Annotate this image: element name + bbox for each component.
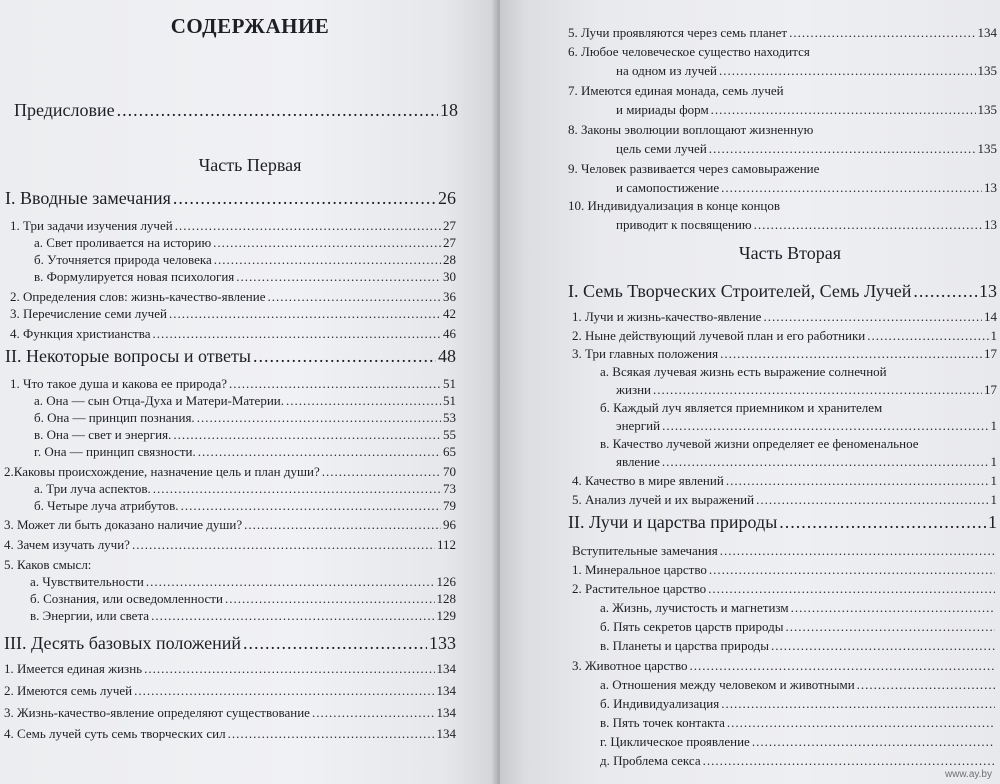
toc-line	[600, 677, 997, 693]
toc-page: 51	[443, 393, 456, 408]
leader-dots	[867, 328, 988, 344]
leader-dots	[779, 512, 986, 533]
toc-line	[616, 102, 997, 118]
toc-page: 48	[438, 346, 456, 366]
toc-line	[4, 537, 456, 553]
toc-page: 36	[443, 289, 456, 304]
toc-page: 18	[440, 100, 458, 120]
toc-label: I. Семь Творческих Строителей, Семь Лучей	[568, 281, 912, 301]
toc-page: 17	[984, 346, 997, 361]
leader-dots	[756, 492, 988, 508]
leader-dots	[173, 188, 436, 209]
leader-dots	[719, 63, 976, 79]
toc-line	[568, 281, 997, 302]
toc-line	[5, 188, 456, 209]
toc-label: 4. Семь лучей суть семь творческих сил	[4, 726, 226, 741]
toc-label: энергий	[616, 418, 661, 433]
toc-page: 135	[977, 63, 997, 78]
toc-label: 4. Функция христианства	[10, 326, 151, 341]
leader-dots	[286, 393, 441, 409]
toc-line	[572, 562, 997, 578]
toc-page: 55	[443, 427, 456, 442]
toc-line	[600, 696, 997, 712]
toc-page: 27	[443, 218, 456, 233]
toc-line	[34, 427, 456, 443]
toc-label: в. Она — свет и энергия.	[34, 427, 172, 442]
toc-label: б. Пять секретов царств природы	[600, 619, 784, 634]
toc-label: Вступительные замечания	[572, 543, 718, 558]
leader-dots	[253, 346, 436, 367]
toc-label: б. Каждый луч является приемником и хранителем	[600, 400, 883, 415]
toc-label: 2. Определения слов: жизнь-качество-явление	[10, 289, 266, 304]
toc-line	[616, 382, 997, 398]
toc-label: явление	[616, 454, 660, 469]
leader-dots	[229, 376, 441, 392]
toc-label: в. Пять точек контакта	[600, 715, 725, 730]
toc-page: 128	[436, 591, 456, 606]
toc-label: 1. Что такое душа и какова ее природа?	[10, 376, 228, 391]
leader-dots	[763, 309, 982, 325]
contents-heading: СОДЕРЖАНИЕ	[170, 14, 330, 38]
toc-page: 133	[429, 633, 456, 653]
leader-dots	[152, 326, 441, 342]
toc-label: а. Три луча аспектов.	[34, 481, 151, 496]
toc-line	[4, 726, 456, 742]
toc-label: д. Проблема секса	[600, 753, 701, 768]
toc-page: 42	[443, 306, 456, 321]
toc-line	[10, 218, 456, 234]
toc-page: 70	[443, 464, 456, 479]
toc-line	[4, 661, 456, 677]
leader-dots	[173, 427, 441, 443]
toc-line	[34, 498, 456, 514]
toc-line	[572, 328, 997, 344]
toc-label: 5. Анализ лучей и их выражений	[572, 492, 755, 507]
toc-label: приводит к посвящению	[616, 217, 752, 232]
toc-label: б. Индивидуализация	[600, 696, 720, 711]
left-page	[0, 0, 496, 784]
toc-label: в. Качество лучевой жизни определяет ее феноменальное	[600, 436, 919, 451]
toc-line	[34, 269, 456, 285]
toc-line	[30, 574, 456, 590]
toc-label: г. Она — принцип связности.	[34, 444, 196, 459]
toc-line	[572, 346, 997, 362]
toc-label: в. Планеты и царства природы	[600, 638, 769, 653]
leader-dots	[134, 683, 434, 699]
toc-page: 135	[977, 141, 997, 156]
toc-page: 1	[990, 418, 997, 433]
right-page	[500, 0, 1000, 784]
toc-label: 3. Три главных положения	[572, 346, 719, 361]
leader-dots	[132, 537, 435, 553]
part-one-title: Часть Первая	[198, 155, 302, 175]
leader-dots	[720, 346, 982, 362]
toc-line	[616, 217, 997, 233]
toc-page: 1	[990, 473, 997, 488]
toc-page: 1	[990, 454, 997, 469]
toc-label: б. Четыре луча атрибутов.	[34, 498, 179, 513]
toc-page: 135	[977, 102, 997, 117]
toc-line	[600, 638, 997, 654]
toc-line	[4, 683, 456, 699]
leader-dots	[243, 633, 427, 654]
toc-label: 1. Минеральное царство	[572, 562, 707, 577]
toc-line	[616, 418, 997, 434]
toc-label: 8. Законы эволюции воплощают жизненную	[568, 122, 814, 137]
leader-dots	[721, 696, 995, 712]
toc-page: 17	[984, 382, 997, 397]
toc-label: I. Вводные замечания	[5, 188, 171, 208]
leader-dots	[244, 517, 441, 533]
leader-dots	[144, 661, 434, 677]
leader-dots	[117, 100, 438, 121]
toc-label: 2.Каковы происхождение, назначение цель и план души?	[4, 464, 320, 479]
toc-line	[10, 376, 456, 392]
part-two-title: Часть Вторая	[738, 243, 842, 263]
toc-label: б. Уточняется природа человека	[34, 252, 212, 267]
leader-dots	[198, 444, 441, 460]
toc-label: на одном из лучей	[616, 63, 717, 78]
toc-label: и мириады форм	[616, 102, 709, 117]
leader-dots	[703, 753, 995, 769]
toc-page: 26	[438, 188, 456, 208]
toc-line	[30, 591, 456, 607]
leader-dots	[169, 306, 441, 322]
leader-dots	[175, 218, 441, 234]
leader-dots	[653, 382, 982, 398]
leader-dots	[214, 252, 441, 268]
leader-dots	[709, 562, 995, 578]
toc-page: 51	[443, 376, 456, 391]
toc-line	[10, 289, 456, 305]
toc-line	[616, 63, 997, 79]
toc-page: 134	[436, 705, 456, 720]
toc-label: 5. Лучи проявляются через семь планет	[568, 25, 788, 40]
toc-line	[34, 444, 456, 460]
toc-label: а. Чувствительности	[30, 574, 144, 589]
toc-line	[616, 454, 997, 470]
toc-line	[568, 25, 997, 41]
toc-label: 1. Лучи и жизнь-качество-явление	[572, 309, 762, 324]
toc-page: 134	[436, 683, 456, 698]
leader-dots	[153, 481, 441, 497]
toc-label: II. Лучи и царства природы	[568, 512, 778, 532]
leader-dots	[720, 543, 995, 559]
leader-dots	[727, 715, 995, 731]
toc-line	[4, 705, 456, 721]
toc-line	[34, 410, 456, 426]
leader-dots	[225, 591, 435, 607]
toc-label: а. Свет проливается на историю	[34, 235, 212, 250]
leader-dots	[151, 608, 434, 624]
toc-label: г. Циклическое проявление	[600, 734, 750, 749]
toc-page: 13	[984, 180, 997, 195]
leader-dots	[268, 289, 442, 305]
leader-dots	[662, 454, 989, 470]
toc-line-preface	[14, 100, 458, 121]
toc-page: 28	[443, 252, 456, 267]
toc-line	[600, 753, 997, 769]
toc-line	[10, 306, 456, 322]
leader-dots	[236, 269, 441, 285]
toc-label: 3. Может ли быть доказано наличие души?	[4, 517, 243, 532]
toc-label: II. Некоторые вопросы и ответы	[5, 346, 251, 366]
toc-line	[30, 608, 456, 624]
toc-line	[4, 464, 456, 480]
leader-dots	[726, 473, 989, 489]
toc-page: 134	[977, 25, 997, 40]
leader-dots	[197, 410, 441, 426]
toc-label: 10. Индивидуализация в конце концов	[568, 198, 781, 213]
toc-label: 1. Имеется единая жизнь	[4, 661, 143, 676]
leader-dots	[913, 281, 977, 302]
toc-label: в. Формулируется новая психология	[34, 269, 235, 284]
leader-dots	[181, 498, 441, 514]
toc-line	[5, 346, 456, 367]
toc-line	[34, 235, 456, 251]
toc-line	[572, 581, 997, 597]
leader-dots	[690, 658, 995, 674]
toc-label: жизни	[616, 382, 651, 397]
toc-label: а. Жизнь, лучистость и магнетизм	[600, 600, 789, 615]
toc-line	[34, 481, 456, 497]
leader-dots	[708, 581, 995, 597]
leader-dots	[213, 235, 441, 251]
toc-label: 2. Ныне действующий лучевой план и его работники	[572, 328, 866, 343]
toc-page: 1	[990, 328, 997, 343]
leader-dots	[785, 619, 995, 635]
toc-label: б. Сознания, или осведомленности	[30, 591, 223, 606]
toc-page: 13	[979, 281, 997, 301]
leader-dots	[322, 464, 441, 480]
toc-line	[572, 473, 997, 489]
leader-dots	[228, 726, 435, 742]
leader-dots	[662, 418, 988, 434]
toc-label: в. Энергии, или света	[30, 608, 150, 623]
toc-page: 13	[984, 217, 997, 232]
toc-line	[34, 393, 456, 409]
toc-line	[10, 326, 456, 342]
toc-line	[572, 658, 997, 674]
toc-label: 7. Имеются единая монада, семь лучей	[568, 83, 784, 98]
toc-page: 30	[443, 269, 456, 284]
toc-line	[4, 633, 456, 654]
toc-label: цель семи лучей	[616, 141, 707, 156]
toc-page: 126	[436, 574, 456, 589]
toc-line	[34, 252, 456, 268]
toc-line	[600, 734, 997, 750]
toc-page: 27	[443, 235, 456, 250]
toc-label: а. Всякая лучевая жизнь есть выражение солнечной	[600, 364, 887, 379]
toc-label: и самопостижение	[616, 180, 720, 195]
leader-dots	[791, 600, 995, 616]
toc-page: 73	[443, 481, 456, 496]
toc-line	[600, 619, 997, 635]
toc-line	[616, 141, 997, 157]
toc-label: 4. Качество в мире явлений	[572, 473, 724, 488]
toc-line	[572, 309, 997, 325]
toc-page: 65	[443, 444, 456, 459]
leader-dots	[709, 141, 976, 157]
leader-dots	[312, 705, 435, 721]
toc-page: 134	[436, 726, 456, 741]
toc-page: 14	[984, 309, 997, 324]
toc-page: 134	[436, 661, 456, 676]
toc-label: 6. Любое человеческое существо находится	[568, 44, 810, 59]
leader-dots	[857, 677, 995, 693]
leader-dots	[752, 734, 995, 750]
leader-dots	[754, 217, 982, 233]
toc-line	[4, 517, 456, 533]
toc-label: 3. Перечисление семи лучей	[10, 306, 167, 321]
toc-line	[600, 715, 997, 731]
toc-label: 3. Жизнь-качество-явление определяют существование	[4, 705, 310, 720]
toc-line	[572, 543, 997, 559]
toc-label: 2. Растительное царство	[572, 581, 707, 596]
toc-label: 5. Каков смысл:	[4, 557, 92, 572]
toc-label: а. Отношения между человеком и животными	[600, 677, 855, 692]
leader-dots	[146, 574, 435, 590]
toc-label: III. Десять базовых положений	[4, 633, 242, 653]
leader-dots	[711, 102, 976, 118]
toc-page: 1	[988, 512, 997, 532]
toc-page: 96	[443, 517, 456, 532]
leader-dots	[789, 25, 975, 41]
leader-dots	[721, 180, 982, 196]
toc-line	[616, 180, 997, 196]
toc-label: а. Она — сын Отца-Духа и Матери-Материи.	[34, 393, 284, 408]
toc-label: 3. Животное царство	[572, 658, 688, 673]
toc-label: 2. Имеются семь лучей	[4, 683, 133, 698]
toc-line	[568, 512, 997, 533]
toc-page: 79	[443, 498, 456, 513]
toc-label: Предисловие	[14, 100, 115, 120]
toc-page: 1	[990, 492, 997, 507]
toc-label: б. Она — принцип познания.	[34, 410, 195, 425]
toc-label: 1. Три задачи изучения лучей	[10, 218, 173, 233]
watermark: www.ay.by	[944, 769, 992, 780]
toc-page: 53	[443, 410, 456, 425]
toc-label: 9. Человек развивается через самовыражение	[568, 161, 820, 176]
toc-page: 112	[436, 537, 456, 552]
toc-label: 4. Зачем изучать лучи?	[4, 537, 130, 552]
toc-page: 46	[443, 326, 456, 341]
toc-page: 129	[436, 608, 456, 623]
toc-line	[572, 492, 997, 508]
toc-line	[600, 600, 997, 616]
leader-dots	[771, 638, 995, 654]
